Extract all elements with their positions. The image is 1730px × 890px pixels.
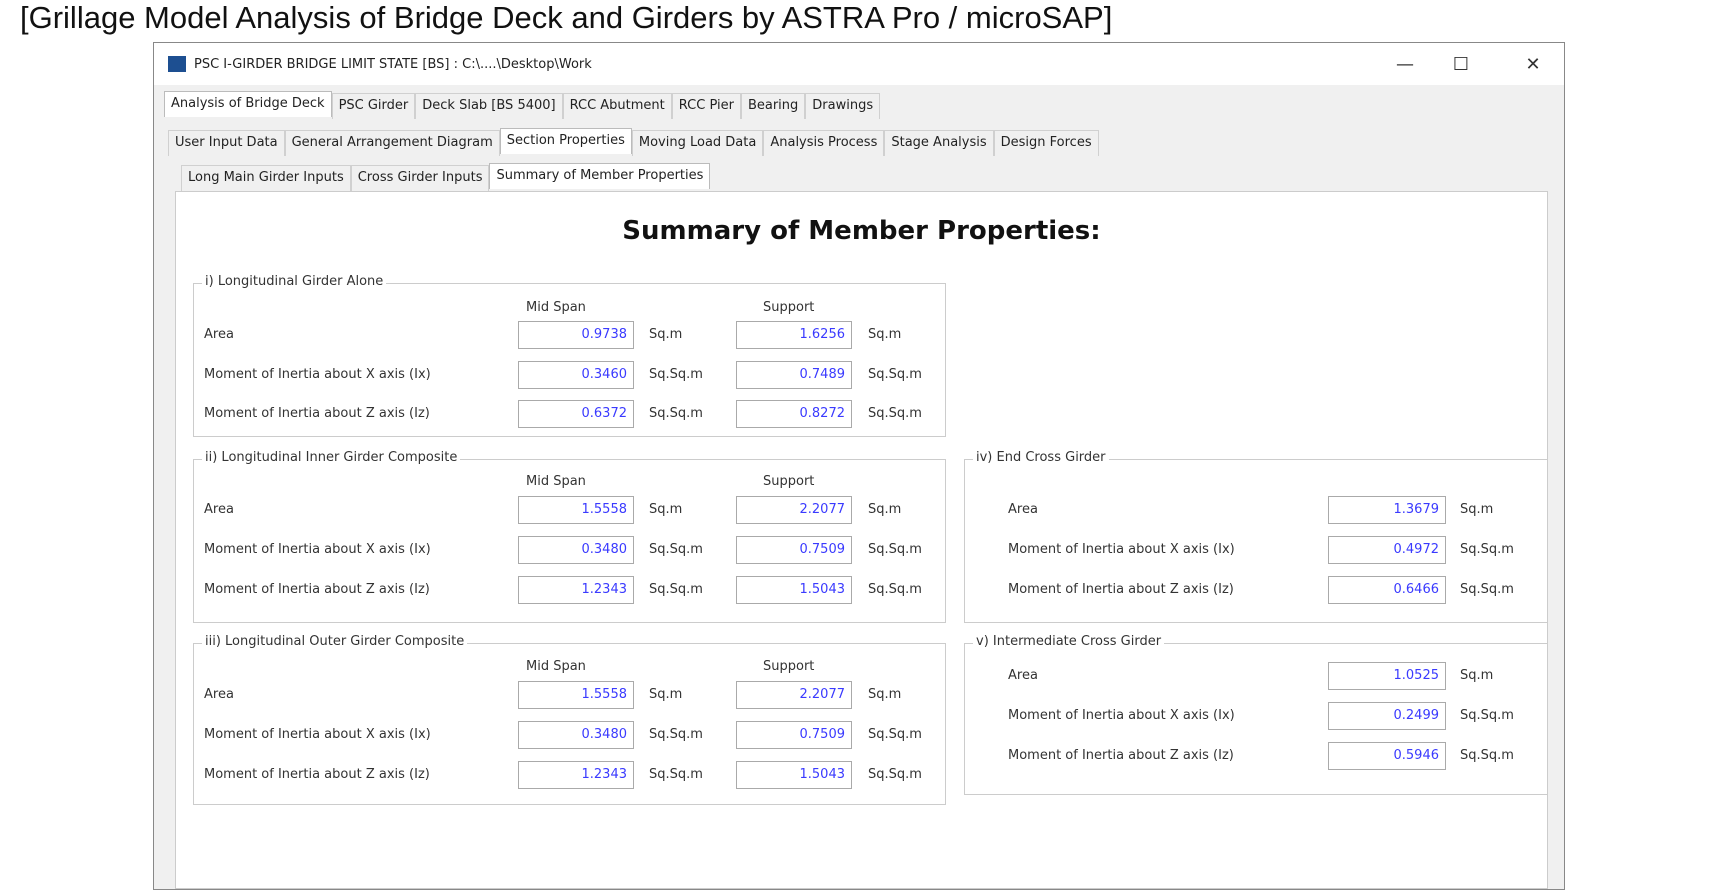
row-label: Moment of Inertia about Z axis (Iz) bbox=[204, 767, 430, 782]
unit-label: Sq.Sq.m bbox=[868, 406, 922, 421]
window-title: PSC I-GIRDER BRIDGE LIMIT STATE [BS] : C:\....\Desktop\Work bbox=[194, 57, 592, 72]
minimize-button[interactable]: — bbox=[1396, 54, 1414, 75]
unit-label: Sq.Sq.m bbox=[868, 582, 922, 597]
analysis-tabs bbox=[168, 130, 1099, 156]
row-label: Moment of Inertia about X axis (Ix) bbox=[1008, 542, 1235, 557]
unit-label: Sq.Sq.m bbox=[1460, 542, 1514, 557]
unit-label: Sq.Sq.m bbox=[649, 406, 703, 421]
mid-span-value-field[interactable]: 1.2343 bbox=[518, 761, 634, 789]
mid-span-value-field[interactable]: 0.3480 bbox=[518, 721, 634, 749]
mid-span-value-field[interactable]: 1.2343 bbox=[518, 576, 634, 604]
tab-moving-load-data[interactable]: Moving Load Data bbox=[632, 130, 763, 156]
tab-user-input-data[interactable]: User Input Data bbox=[168, 130, 285, 156]
support-value-field[interactable]: 2.2077 bbox=[736, 681, 852, 709]
row-label: Area bbox=[204, 327, 234, 342]
main-tabs bbox=[164, 93, 880, 119]
tab-deck-slab-bs-5400-[interactable]: Deck Slab [BS 5400] bbox=[415, 93, 562, 119]
unit-label: Sq.m bbox=[1460, 668, 1494, 683]
unit-label: Sq.m bbox=[1460, 502, 1494, 517]
group-title: iii) Longitudinal Outer Girder Composite bbox=[202, 634, 467, 649]
support-value-field[interactable]: 1.6256 bbox=[736, 321, 852, 349]
row-label: Moment of Inertia about Z axis (Iz) bbox=[204, 406, 430, 421]
mid-span-value-field[interactable]: 0.9738 bbox=[518, 321, 634, 349]
support-value-field[interactable]: 0.7509 bbox=[736, 721, 852, 749]
tab-design-forces[interactable]: Design Forces bbox=[994, 130, 1099, 156]
group-title: ii) Longitudinal Inner Girder Composite bbox=[202, 450, 460, 465]
unit-label: Sq.Sq.m bbox=[1460, 582, 1514, 597]
mid-span-value-field[interactable]: 1.5558 bbox=[518, 681, 634, 709]
mid-span-header: Mid Span bbox=[526, 474, 586, 489]
unit-label: Sq.Sq.m bbox=[868, 727, 922, 742]
row-label: Area bbox=[1008, 668, 1038, 683]
tab-analysis-of-bridge-deck[interactable]: Analysis of Bridge Deck bbox=[164, 91, 332, 117]
unit-label: Sq.Sq.m bbox=[1460, 748, 1514, 763]
unit-label: Sq.Sq.m bbox=[1460, 708, 1514, 723]
support-value-field[interactable]: 1.5043 bbox=[736, 761, 852, 789]
section-tabs bbox=[181, 165, 710, 191]
unit-label: Sq.m bbox=[868, 502, 902, 517]
support-value-field[interactable]: 0.8272 bbox=[736, 400, 852, 428]
tab-rcc-abutment[interactable]: RCC Abutment bbox=[563, 93, 672, 119]
group-title: v) Intermediate Cross Girder bbox=[973, 634, 1164, 649]
value-field[interactable]: 0.6466 bbox=[1328, 576, 1446, 604]
tab-analysis-process[interactable]: Analysis Process bbox=[763, 130, 884, 156]
tab-psc-girder[interactable]: PSC Girder bbox=[332, 93, 416, 119]
tab-cross-girder-inputs[interactable]: Cross Girder Inputs bbox=[351, 165, 490, 191]
row-label: Moment of Inertia about X axis (Ix) bbox=[204, 367, 431, 382]
summary-panel bbox=[175, 191, 1548, 889]
tab-rcc-pier[interactable]: RCC Pier bbox=[672, 93, 741, 119]
support-value-field[interactable]: 0.7509 bbox=[736, 536, 852, 564]
unit-label: Sq.Sq.m bbox=[649, 367, 703, 382]
tab-general-arrangement-diagram[interactable]: General Arrangement Diagram bbox=[285, 130, 500, 156]
value-field[interactable]: 0.2499 bbox=[1328, 702, 1446, 730]
unit-label: Sq.Sq.m bbox=[649, 727, 703, 742]
mid-span-value-field[interactable]: 0.3480 bbox=[518, 536, 634, 564]
unit-label: Sq.Sq.m bbox=[868, 767, 922, 782]
row-label: Moment of Inertia about Z axis (Iz) bbox=[1008, 582, 1234, 597]
value-field[interactable]: 0.5946 bbox=[1328, 742, 1446, 770]
close-button[interactable]: ✕ bbox=[1525, 54, 1541, 75]
mid-span-value-field[interactable]: 1.5558 bbox=[518, 496, 634, 524]
group-title: i) Longitudinal Girder Alone bbox=[202, 274, 386, 289]
unit-label: Sq.Sq.m bbox=[649, 582, 703, 597]
tab-stage-analysis[interactable]: Stage Analysis bbox=[884, 130, 993, 156]
app-icon bbox=[168, 56, 186, 72]
support-value-field[interactable]: 1.5043 bbox=[736, 576, 852, 604]
unit-label: Sq.m bbox=[649, 502, 683, 517]
support-value-field[interactable]: 0.7489 bbox=[736, 361, 852, 389]
row-label: Moment of Inertia about Z axis (Iz) bbox=[1008, 748, 1234, 763]
mid-span-value-field[interactable]: 0.3460 bbox=[518, 361, 634, 389]
row-label: Area bbox=[204, 687, 234, 702]
support-value-field[interactable]: 2.2077 bbox=[736, 496, 852, 524]
page-title: Summary of Member Properties: bbox=[622, 216, 1101, 246]
unit-label: Sq.Sq.m bbox=[649, 767, 703, 782]
mid-span-header: Mid Span bbox=[526, 659, 586, 674]
unit-label: Sq.Sq.m bbox=[868, 367, 922, 382]
row-label: Area bbox=[1008, 502, 1038, 517]
tab-long-main-girder-inputs[interactable]: Long Main Girder Inputs bbox=[181, 165, 351, 191]
caption: [Grillage Model Analysis of Bridge Deck and Girders by ASTRA Pro / microSAP] bbox=[20, 0, 1113, 35]
value-field[interactable]: 1.3679 bbox=[1328, 496, 1446, 524]
app-window bbox=[153, 42, 1565, 890]
group-4 bbox=[964, 450, 1548, 623]
tab-section-properties[interactable]: Section Properties bbox=[500, 128, 632, 154]
support-header: Support bbox=[763, 474, 815, 489]
unit-label: Sq.Sq.m bbox=[868, 542, 922, 557]
value-field[interactable]: 0.4972 bbox=[1328, 536, 1446, 564]
unit-label: Sq.m bbox=[868, 327, 902, 342]
row-label: Area bbox=[204, 502, 234, 517]
tab-summary-of-member-properties[interactable]: Summary of Member Properties bbox=[489, 163, 710, 189]
support-header: Support bbox=[763, 659, 815, 674]
support-header: Support bbox=[763, 300, 815, 315]
tab-bearing[interactable]: Bearing bbox=[741, 93, 805, 119]
unit-label: Sq.m bbox=[649, 687, 683, 702]
tab-drawings[interactable]: Drawings bbox=[805, 93, 880, 119]
maximize-button[interactable]: ☐ bbox=[1452, 54, 1470, 75]
row-label: Moment of Inertia about X axis (Ix) bbox=[1008, 708, 1235, 723]
title-bar bbox=[154, 43, 1564, 85]
row-label: Moment of Inertia about Z axis (Iz) bbox=[204, 582, 430, 597]
mid-span-header: Mid Span bbox=[526, 300, 586, 315]
row-label: Moment of Inertia about X axis (Ix) bbox=[204, 727, 431, 742]
row-label: Moment of Inertia about X axis (Ix) bbox=[204, 542, 431, 557]
group-title: iv) End Cross Girder bbox=[973, 450, 1109, 465]
unit-label: Sq.m bbox=[868, 687, 902, 702]
mid-span-value-field[interactable]: 0.6372 bbox=[518, 400, 634, 428]
value-field[interactable]: 1.0525 bbox=[1328, 662, 1446, 690]
unit-label: Sq.Sq.m bbox=[649, 542, 703, 557]
unit-label: Sq.m bbox=[649, 327, 683, 342]
